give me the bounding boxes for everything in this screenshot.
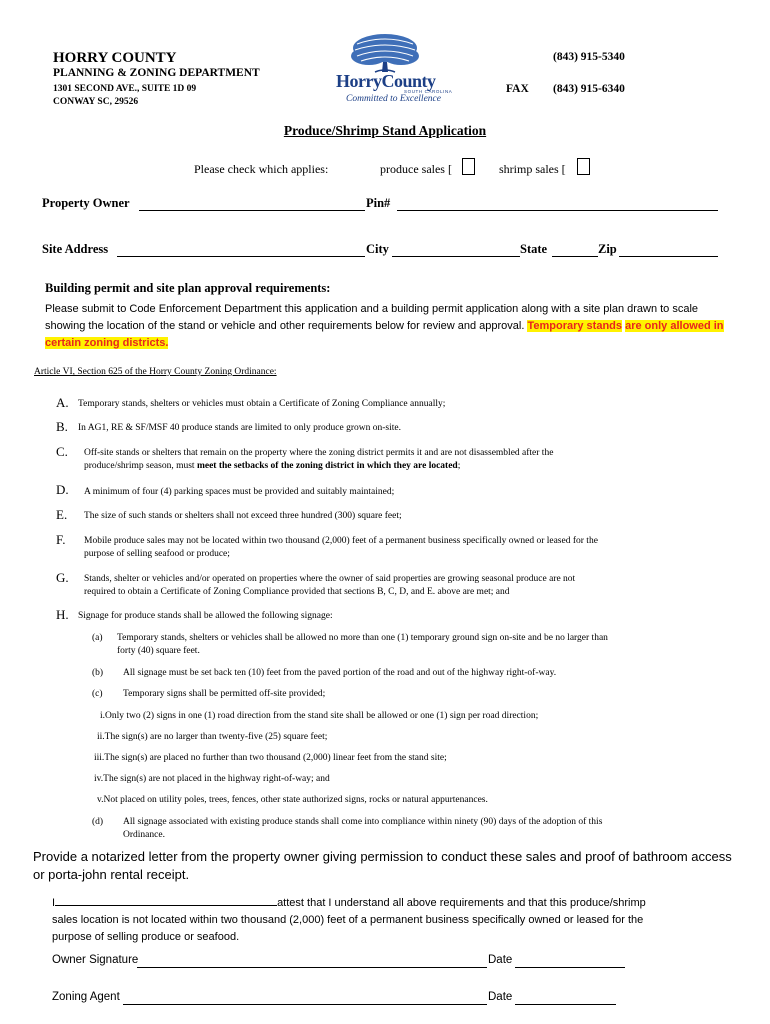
attestation-block bbox=[52, 895, 732, 946]
signage-roman-5: v.Not placed on utility poles, trees, fences, other state authorized signs, rocks or natural appurtenances. bbox=[97, 795, 488, 805]
signage-b-label: (b) bbox=[92, 668, 104, 678]
produce-sales-checkbox[interactable] bbox=[462, 158, 475, 175]
fax-number: (843) 915-6340 bbox=[553, 83, 625, 95]
logo-state: SOUTH CAROLINA bbox=[404, 89, 453, 94]
address-line-1: 1301 SECOND AVE., SUITE 1D 09 bbox=[53, 84, 197, 94]
attestation-line-1 bbox=[52, 895, 732, 912]
phone-number: (843) 915-5340 bbox=[553, 51, 625, 63]
zoning-agent-label: Zoning Agent bbox=[52, 991, 120, 1003]
signage-roman-4: iv.The sign(s) are not placed in the highway right-of-way; and bbox=[94, 774, 330, 784]
form-title: Produce/Shrimp Stand Application bbox=[283, 123, 487, 138]
state-label: State bbox=[520, 242, 548, 256]
requirements-body: Please submit to Code Enforcement Department this application and a building permit application along with a site plan drawn to scale showing the location of the stand or vehicle and other requirements below for review and approval. bbox=[45, 303, 699, 332]
rule-h-text: Signage for produce stands shall be allowed the following signage: bbox=[78, 611, 333, 621]
pin-label: Pin# bbox=[366, 196, 391, 210]
signage-a-label: (a) bbox=[92, 633, 103, 643]
rule-e-letter: E. bbox=[56, 507, 68, 522]
attest-text-2: sales location is not located within two thousand (2,000) feet of a permanent business specifically owned or leased for the bbox=[52, 914, 644, 926]
signage-roman-3: iii.The sign(s) are placed no further than two thousand (2,000) linear feet from the stand site; bbox=[94, 753, 447, 763]
requirements-heading: Building permit and site plan approval requirements: bbox=[45, 281, 331, 295]
rule-e-text: The size of such stands or shelters shall not exceed three hundred (300) square feet; bbox=[84, 511, 402, 521]
address-line-2: CONWAY SC, 29526 bbox=[53, 97, 139, 107]
attest-text-3: purpose of selling produce or seafood. bbox=[52, 931, 240, 943]
warning-text-2: are only allowed in certain zoning districts. bbox=[45, 320, 724, 349]
rule-d-text: A minimum of four (4) parking spaces must be provided and suitably maintained; bbox=[84, 487, 395, 497]
zip-field[interactable] bbox=[619, 256, 718, 257]
attest-prefix: I bbox=[52, 897, 56, 909]
rule-c-setbacks: meet the setbacks of the zoning district in which they are located bbox=[196, 461, 458, 471]
shrimp-sales-checkbox[interactable] bbox=[577, 158, 590, 175]
rule-a-text: Temporary stands, shelters or vehicles must obtain a Certificate of Zoning Compliance annually; bbox=[78, 399, 446, 409]
signage-b-text: All signage must be set back ten (10) feet from the paved portion of the road and out of the highway right-of-way. bbox=[123, 668, 557, 678]
attest-name-field[interactable] bbox=[55, 905, 277, 906]
fax-label: FAX bbox=[506, 83, 529, 95]
signage-d-label: (d) bbox=[92, 817, 104, 827]
rule-c-letter: C. bbox=[56, 444, 68, 459]
rule-b-letter: B. bbox=[56, 419, 68, 434]
rule-a-letter: A. bbox=[56, 395, 69, 410]
rule-c-text-1: Off-site stands or shelters that remain on the property where the zoning district permits it and are not disassembled after the bbox=[84, 448, 554, 458]
owner-date-field[interactable] bbox=[515, 967, 625, 968]
signage-c-label: (c) bbox=[92, 689, 103, 699]
warning-text-1: Temporary stands bbox=[527, 320, 623, 332]
rule-f-text-2: purpose of selling seafood or produce; bbox=[84, 549, 230, 559]
property-owner-label: Property Owner bbox=[42, 196, 130, 210]
department-name: PLANNING & ZONING DEPARTMENT bbox=[53, 67, 260, 79]
rule-f-letter: F. bbox=[56, 532, 66, 547]
signage-d-text-2: Ordinance. bbox=[123, 830, 165, 840]
signage-roman-2: ii.The sign(s) are no larger than twenty-five (25) square feet; bbox=[97, 732, 328, 742]
signage-roman-1: i.Only two (2) signs in one (1) road direction from the stand site shall be allowed or one (1) sign per road direction; bbox=[100, 711, 539, 721]
agent-date-field[interactable] bbox=[515, 1004, 616, 1005]
zip-label: Zip bbox=[598, 242, 617, 256]
signage-c-text: Temporary signs shall be permitted off-site provided; bbox=[123, 689, 326, 699]
site-address-label: Site Address bbox=[42, 242, 109, 256]
pin-field[interactable] bbox=[397, 210, 718, 211]
owner-signature-field[interactable] bbox=[137, 967, 487, 968]
logo-tagline: Committed to Excellence bbox=[346, 94, 441, 104]
applies-prompt: Please check which applies: bbox=[194, 162, 329, 176]
logo-wordmark: HorryCounty bbox=[336, 71, 436, 91]
county-name: HORRY COUNTY bbox=[53, 50, 177, 66]
rule-c-text-2c: ; bbox=[457, 461, 461, 471]
rule-c-text-2a: produce/shrimp season, must bbox=[84, 461, 197, 471]
rule-f-text-1: Mobile produce sales may not be located within two thousand (2,000) feet of a permanent business specifically owned or leased for the bbox=[84, 536, 598, 546]
owner-signature-label: Owner Signature bbox=[52, 954, 139, 966]
rule-b-text: In AG1, RE & SF/MSF 40 produce stands are limited to only produce grown on-site. bbox=[78, 423, 401, 433]
signage-d-text-1: All signage associated with existing produce stands shall come into compliance within ninety (90) days of the adoption of this bbox=[123, 817, 603, 827]
notarized-letter-notice: Provide a notarized letter from the property owner giving permission to conduct these sales and proof of bathroom access or porta-john rental receipt. bbox=[33, 849, 732, 882]
rule-g-text-1: Stands, shelter or vehicles and/or operated on properties where the owner of said properties are growing seasonal produce are not bbox=[84, 574, 576, 584]
city-label: City bbox=[366, 242, 389, 256]
rule-c-text-2 bbox=[84, 460, 460, 472]
rule-d-letter: D. bbox=[56, 482, 69, 497]
agent-date-label: Date bbox=[488, 991, 513, 1003]
city-field[interactable] bbox=[392, 256, 520, 257]
attest-text-1: attest that I understand all above requirements and that this produce/shrimp bbox=[277, 897, 646, 909]
state-field[interactable] bbox=[552, 256, 598, 257]
rule-h-letter: H. bbox=[56, 607, 69, 622]
requirements-paragraph bbox=[45, 301, 725, 352]
site-address-field[interactable] bbox=[117, 256, 365, 257]
signage-a-text-1: Temporary stands, shelters or vehicles shall be allowed no more than one (1) temporary ground sign on-site and be no larger than bbox=[117, 633, 608, 643]
property-owner-field[interactable] bbox=[139, 210, 365, 211]
produce-sales-label: produce sales [ bbox=[380, 162, 452, 176]
owner-date-label: Date bbox=[488, 954, 513, 966]
signage-a-text-2: forty (40) square feet. bbox=[117, 646, 200, 656]
article-reference: Article VI, Section 625 of the Horry County Zoning Ordinance: bbox=[34, 367, 277, 377]
rule-g-letter: G. bbox=[56, 570, 69, 585]
rule-g-text-2: required to obtain a Certificate of Zoning Compliance provided that sections B, C, D, and E. above are met; and bbox=[84, 587, 510, 597]
zoning-agent-field[interactable] bbox=[123, 1004, 487, 1005]
shrimp-sales-label: shrimp sales [ bbox=[499, 162, 566, 176]
